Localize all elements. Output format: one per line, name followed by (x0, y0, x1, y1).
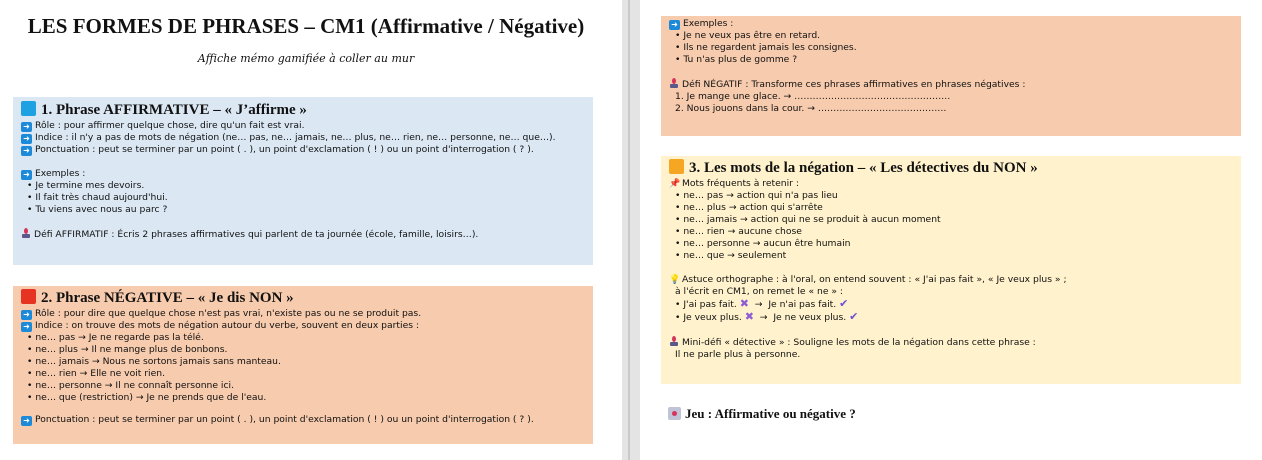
red-square-icon (21, 289, 36, 304)
cross-mark-icon: ✖ (744, 310, 754, 323)
astuce-line-1: Astuce orthographe : à l'oral, on entend souvent : « J'ai pas fait », « Je veux plus » ; (682, 274, 1067, 285)
negation-word-6: • ne… que → seulement (675, 250, 787, 261)
arrow-right-icon: ➜ (21, 322, 32, 332)
negation-word-5: • ne… personne → aucun être humain (675, 238, 851, 249)
negation-word-4: • ne… rien → aucune chose (675, 226, 802, 237)
dice-icon (668, 407, 681, 420)
section-negative (13, 286, 593, 444)
pushpin-icon: 📌 (669, 179, 681, 189)
correction-1: • J'ai pas fait. ✖ → Je n'ai pas fait. ✔ (675, 297, 849, 310)
page-title: LES FORMES DE PHRASES – CM1 (Affirmative / Négative) (27, 14, 585, 38)
negative-examples-label: Exemples : (683, 18, 734, 29)
arrow-right-icon: ➜ (21, 170, 32, 180)
mini-defi-sentence: Il ne parle plus à personne. (675, 349, 801, 360)
arrow-right-icon: ➜ (21, 122, 32, 132)
affirmative-examples-label: Exemples : (35, 168, 86, 179)
blue-square-icon (21, 101, 36, 116)
affirmative-defi: Défi AFFIRMATIF : Écris 2 phrases affirmatives qui parlent de ta journée (école, famille, loisirs…). (34, 229, 479, 240)
cross-mark-icon: ✖ (739, 297, 749, 310)
mini-defi: Mini-défi « détective » : Souligne les mots de la négation dans cette phrase : (682, 337, 1036, 348)
page-gutter (622, 0, 640, 460)
negation-example-6: • ne… que (restriction) → Je ne prends que de l'eau. (27, 392, 267, 403)
arrow-right-icon: ➜ (21, 134, 32, 144)
game-heading: Jeu : Affirmative ou négative ? (668, 406, 856, 422)
page-separator (628, 0, 630, 460)
negation-word-2: • ne… plus → action qui s'arrête (675, 202, 823, 213)
section-negative-title: 2. Phrase NÉGATIVE – « Je dis NON » (21, 288, 585, 308)
check-mark-icon: ✔ (839, 297, 849, 310)
section-affirmative-title: 1. Phrase AFFIRMATIVE – « J’affirme » (21, 100, 585, 120)
section-negation-words (661, 156, 1241, 384)
negative-example-3: • Tu n'as plus de gomme ? (675, 54, 798, 65)
negation-example-1: • ne… pas → Je ne regarde pas la télé. (27, 332, 204, 343)
astuce-line-2: à l'écrit en CM1, on remet le « ne » : (675, 286, 844, 297)
arrow-right-icon: ➜ (21, 310, 32, 320)
negative-defi-item-1: 1. Je mange une glace. → …………………………………………… (675, 91, 951, 102)
affirmative-role: Rôle : pour affirmer quelque chose, dire qu'un fait est vrai. (35, 120, 305, 131)
orange-square-icon (669, 159, 684, 174)
negative-indice: Indice : on trouve des mots de négation autour du verbe, souvent en deux parties : (35, 320, 420, 331)
negative-role: Rôle : pour dire que quelque chose n'est pas vrai, n'existe pas ou ne se produit pas. (35, 308, 422, 319)
negation-example-3: • ne… jamais → Nous ne sortons jamais sans manteau. (27, 356, 281, 367)
correction-2: • Je veux plus. ✖ → Je ne veux plus. ✔ (675, 310, 859, 323)
negative-ponctuation: Ponctuation : peut se terminer par un point ( . ), un point d'exclamation ( ! ) ou un point d'interrogation ( ? ). (35, 414, 534, 425)
negative-example-1: • Je ne veux pas être en retard. (675, 30, 821, 41)
joystick-icon (669, 336, 679, 346)
joystick-icon (21, 228, 31, 238)
affirmative-indice: Indice : il n'y a pas de mots de négation (ne… pas, ne… jamais, ne… plus, ne… rien, ne… personne, ne… que…). (35, 132, 556, 143)
arrow-right-icon: ➜ (21, 146, 32, 156)
affirmative-example-2: • Il fait très chaud aujourd'hui. (27, 192, 168, 203)
negative-example-2: • Ils ne regardent jamais les consignes. (675, 42, 857, 53)
section-affirmative (13, 97, 593, 265)
affirmative-example-1: • Je termine mes devoirs. (27, 180, 145, 191)
negation-word-3: • ne… jamais → action qui ne se produit à aucun moment (675, 214, 941, 225)
section-negation-words-title: 3. Les mots de la négation – « Les détectives du NON » (669, 158, 1233, 178)
negative-defi: Défi NÉGATIF : Transforme ces phrases affirmatives en phrases négatives : (682, 79, 1026, 90)
arrow-right-icon: ➜ (669, 20, 680, 30)
frequent-words-label: Mots fréquents à retenir : (682, 178, 799, 189)
page-left (0, 0, 622, 460)
negation-example-2: • ne… plus → Il ne mange plus de bonbons. (27, 344, 228, 355)
negation-word-1: • ne… pas → action qui n'a pas lieu (675, 190, 838, 201)
arrow-right-icon: ➜ (21, 416, 32, 426)
negation-example-5: • ne… personne → Il ne connaît personne ici. (27, 380, 234, 391)
affirmative-ponctuation: Ponctuation : peut se terminer par un point ( . ), un point d'exclamation ( ! ) ou un point d'interrogation ( ? ). (35, 144, 534, 155)
negation-example-4: • ne… rien → Elle ne voit rien. (27, 368, 166, 379)
joystick-icon (669, 78, 679, 88)
affirmative-example-3: • Tu viens avec nous au parc ? (27, 204, 168, 215)
check-mark-icon: ✔ (849, 310, 859, 323)
section-negative-continued (661, 16, 1241, 136)
negative-defi-item-2: 2. Nous jouons dans la cour. → …………………………………… (675, 103, 947, 114)
page-subtitle: Affiche mémo gamifiée à coller au mur (197, 52, 415, 65)
lightbulb-icon: 💡 (669, 275, 681, 285)
page-right (640, 0, 1262, 460)
